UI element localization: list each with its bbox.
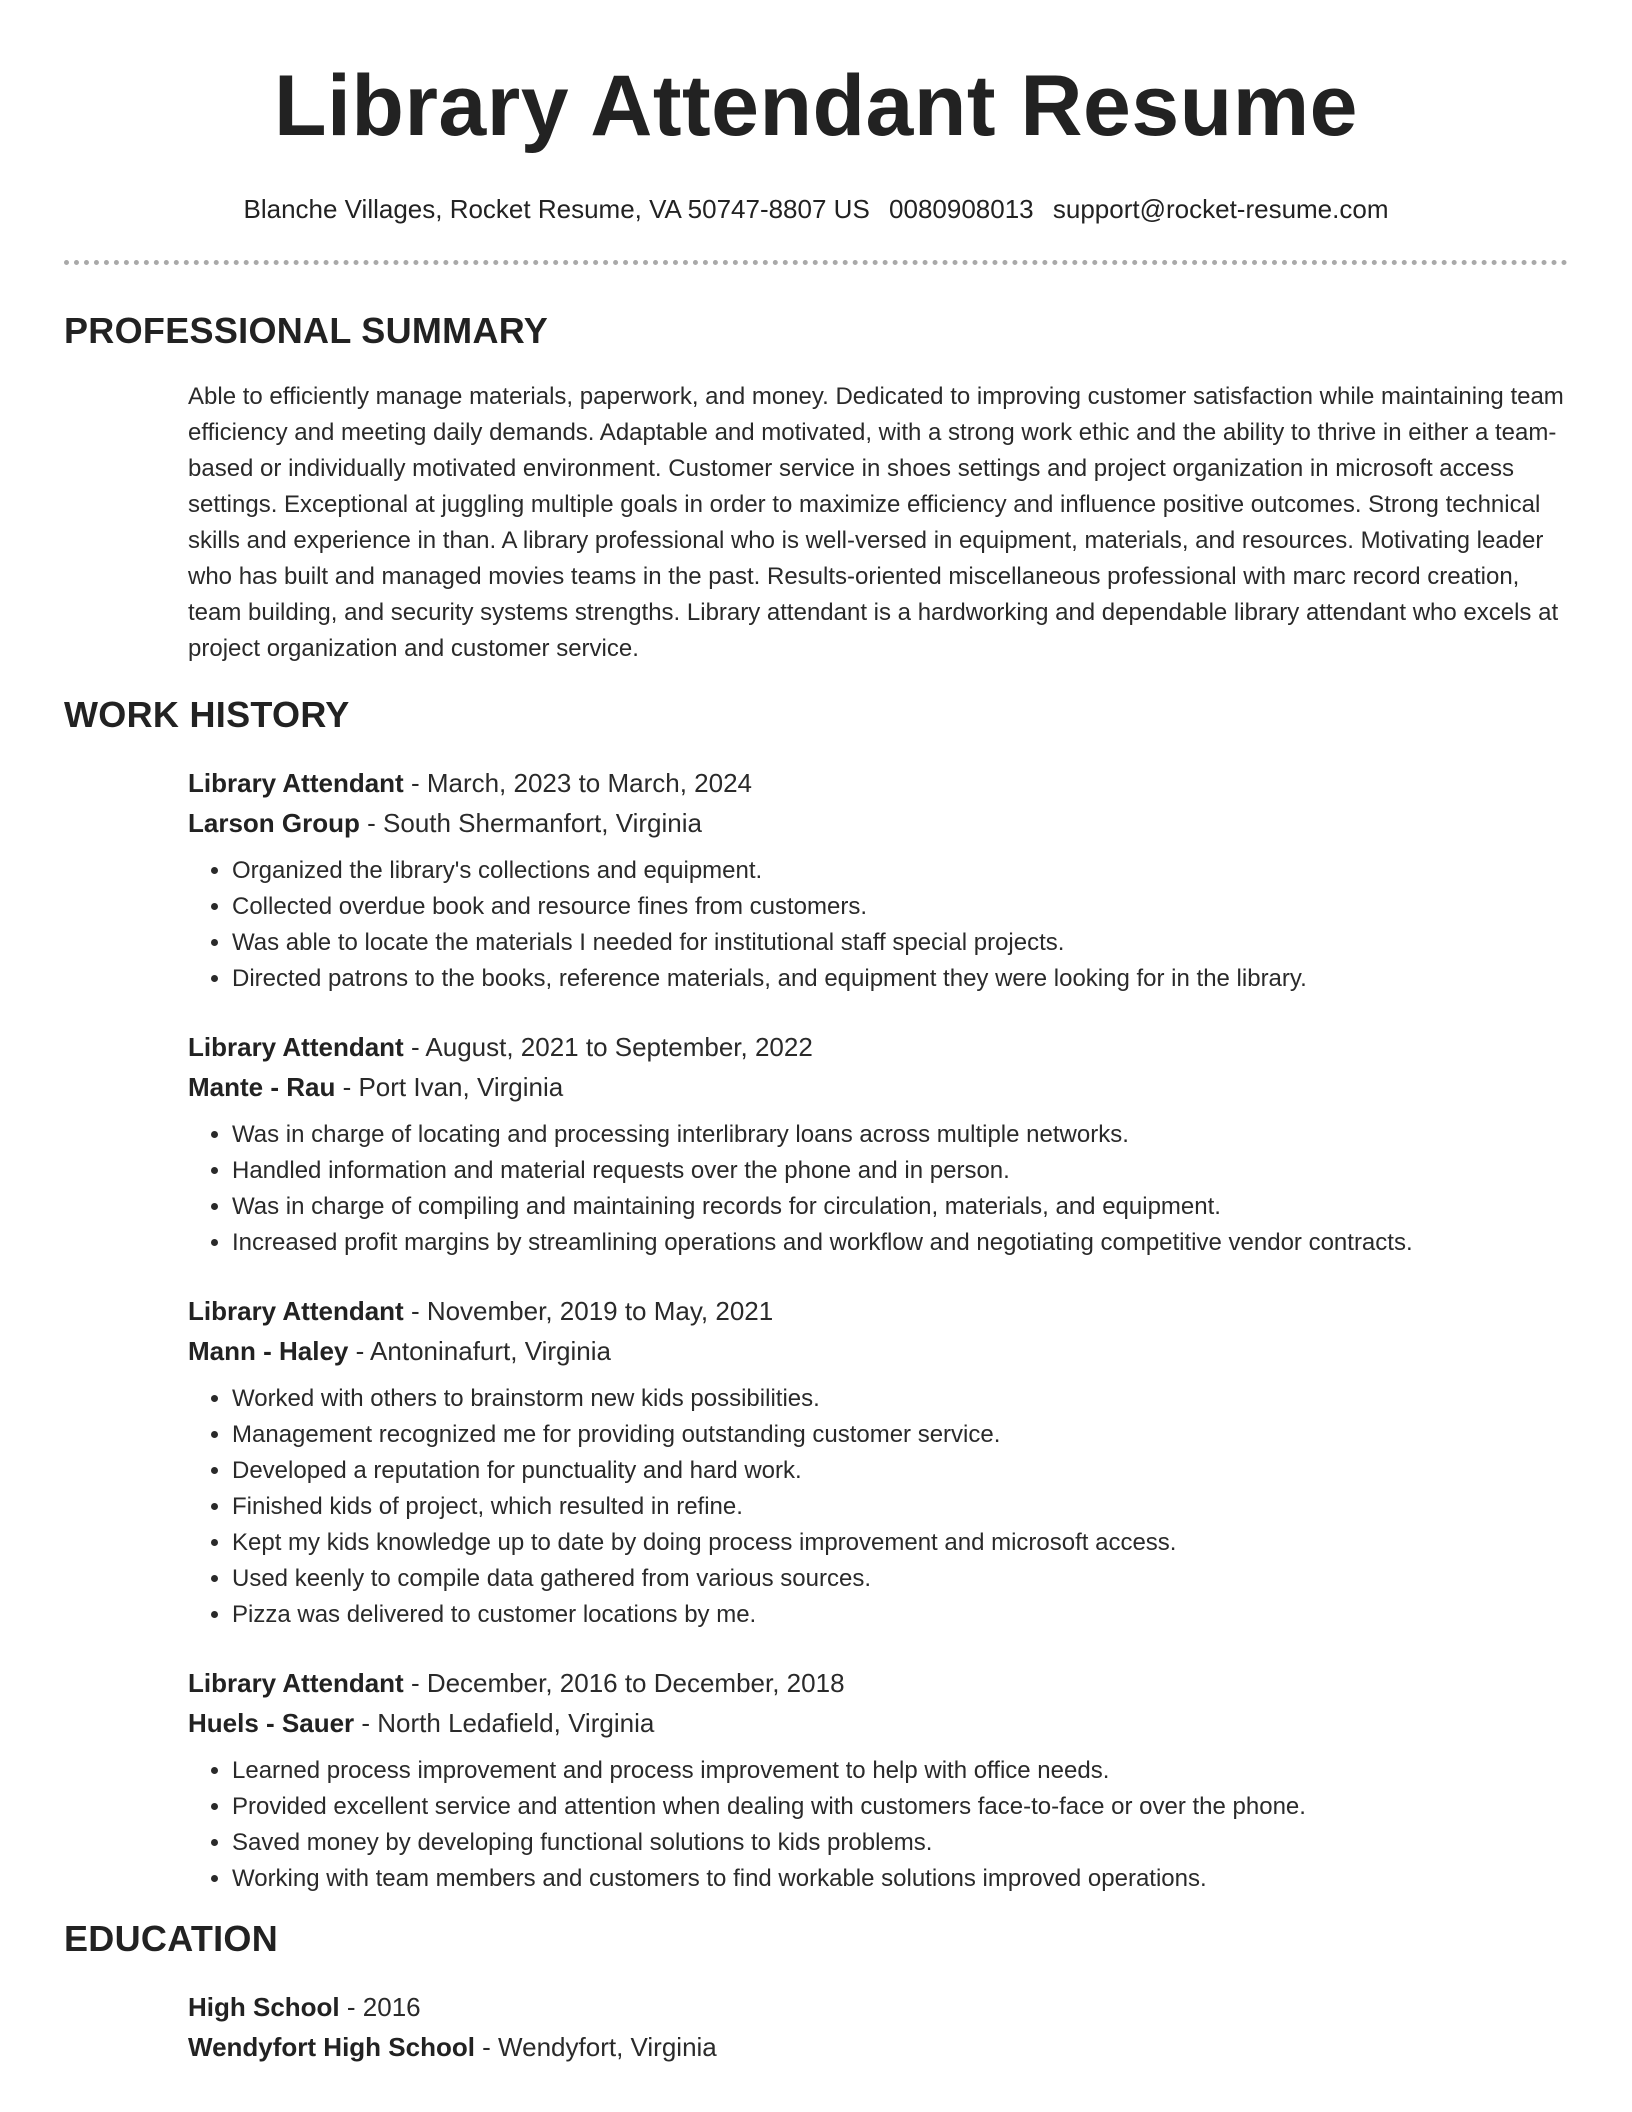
job-company: Huels - Sauer [188,1708,355,1738]
job-entry [188,1291,1568,1633]
job-title: Library Attendant [188,768,404,798]
job-bullet: • Increased profit margins by streamlining operations and workflow and negotiating competitive vendor contracts. [232,1225,1568,1261]
contact-line [64,192,1568,226]
resume-title: Library Attendant Resume [273,58,1359,154]
education-degree: High School [188,1992,340,2022]
job-bullet: • Saved money by developing functional solutions to kids problems. [232,1825,1568,1861]
education-year: - 2016 [339,1992,421,2022]
job-bullet: • Provided excellent service and attention when dealing with customers face-to-face or over the phone. [232,1789,1568,1825]
section-title-education: EDUCATION [64,1918,279,1959]
job-dates: - August, 2021 to September, 2022 [403,1032,813,1062]
education-school-line [188,2027,1568,2067]
job-company-line [188,1067,1568,1107]
section-title-work-history: WORK HISTORY [64,694,350,735]
job-company: Larson Group [188,808,360,838]
job-bullets [188,1381,1568,1633]
job-dates: - November, 2019 to May, 2021 [403,1296,774,1326]
job-entry [188,763,1568,997]
contact-address: Blanche Villages, Rocket Resume, VA 50747-8807 US [243,194,870,224]
job-title-line [188,1291,1568,1331]
job-title-line [188,763,1568,803]
job-bullets [188,1753,1568,1897]
summary-text: Able to efficiently manage materials, paperwork, and money. Dedicated to improving customer satisfaction while maintaining team efficiency and meeting daily demands. Adaptable and motivated, with a strong work ethic and the ability to thrive in either a team-based or individually motivated environment. Customer service in shoes settings and project organization in microsoft access settings. Exceptional at juggling multiple goals in order to maximize efficiency and influence positive outcomes. Strong technical skills and experience in than. A library professional who is well-versed in equipment, materials, and resources. Motivating leader who has built and managed movies teams in the past. Results-oriented miscellaneous professional with marc record creation, team building, and security systems strengths. Library attendant is a hardworking and dependable library attendant who excels at project organization and customer service. [188,383,1564,662]
job-company-line [188,1703,1568,1743]
job-bullet: • Working with team members and customers to find workable solutions improved operations. [232,1861,1568,1897]
job-bullet: • Organized the library's collections and equipment. [232,853,1568,889]
job-bullets [188,1117,1568,1261]
job-location: - South Shermanfort, Virginia [359,808,702,838]
job-bullet: • Collected overdue book and resource fines from customers. [232,889,1568,925]
job-bullet: • Was in charge of locating and processing interlibrary loans across multiple networks. [232,1117,1568,1153]
header-divider [64,260,1568,265]
job-location: - Antoninafurt, Virginia [348,1336,611,1366]
job-bullets [188,853,1568,997]
job-location: - Port Ivan, Virginia [335,1072,564,1102]
education-degree-line [188,1987,1568,2027]
job-location: - North Ledafield, Virginia [354,1708,655,1738]
education-entry [188,1987,1568,2067]
job-bullet: • Handled information and material requests over the phone and in person. [232,1153,1568,1189]
job-company: Mann - Haley [188,1336,349,1366]
job-bullet: • Used keenly to compile data gathered from various sources. [232,1561,1568,1597]
job-bullet: • Was in charge of compiling and maintaining records for circulation, materials, and equipment. [232,1189,1568,1225]
education-school: Wendyfort High School [188,2032,475,2062]
job-company-line [188,803,1568,843]
job-company-line [188,1331,1568,1371]
job-bullet: • Worked with others to brainstorm new kids possibilities. [232,1381,1568,1417]
education-location: - Wendyfort, Virginia [474,2032,717,2062]
job-title-line [188,1663,1568,1703]
job-bullet: • Developed a reputation for punctuality and hard work. [232,1453,1568,1489]
job-bullet: • Kept my kids knowledge up to date by doing process improvement and microsoft access. [232,1525,1568,1561]
job-bullet: • Pizza was delivered to customer locations by me. [232,1597,1568,1633]
job-bullet: • Directed patrons to the books, reference materials, and equipment they were looking for in the library. [232,961,1568,997]
job-company: Mante - Rau [188,1072,336,1102]
job-title-line [188,1027,1568,1067]
job-title: Library Attendant [188,1668,404,1698]
job-bullet: • Management recognized me for providing outstanding customer service. [232,1417,1568,1453]
contact-email: support@rocket-resume.com [1052,194,1389,224]
job-title: Library Attendant [188,1296,404,1326]
job-entry [188,1027,1568,1261]
job-bullet: • Finished kids of project, which resulted in refine. [232,1489,1568,1525]
section-title-summary: PROFESSIONAL SUMMARY [64,310,549,351]
job-dates: - March, 2023 to March, 2024 [403,768,753,798]
job-dates: - December, 2016 to December, 2018 [403,1668,845,1698]
job-bullet: • Learned process improvement and process improvement to help with office needs. [232,1753,1568,1789]
job-entry [188,1663,1568,1897]
job-bullet: • Was able to locate the materials I needed for institutional staff special projects. [232,925,1568,961]
contact-phone: 0080908013 [889,194,1034,224]
job-title: Library Attendant [188,1032,404,1062]
